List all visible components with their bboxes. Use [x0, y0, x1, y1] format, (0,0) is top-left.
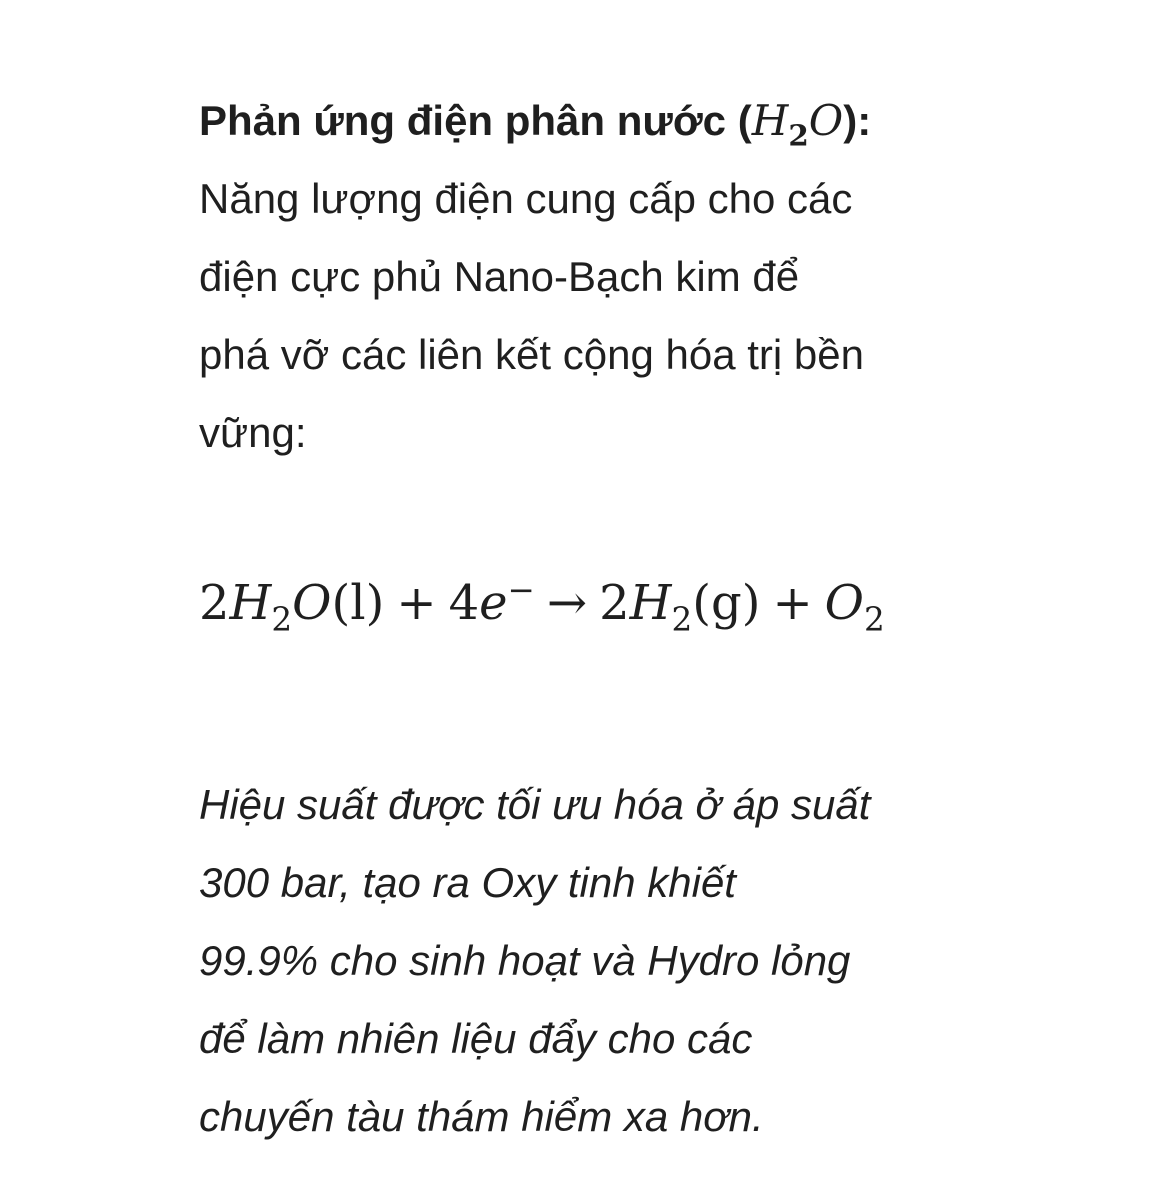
intro-line: phá vỡ các liên kết cộng hóa trị bền: [199, 331, 864, 378]
intro-line: Năng lượng điện cung cấp cho các: [199, 175, 853, 222]
plus-sign: +: [396, 575, 437, 631]
intro-line: điện cực phủ Nano-Bạch kim để: [199, 253, 800, 300]
rhs-state: (g): [692, 575, 761, 631]
note-line: để làm nhiên liệu đẩy cho các: [199, 1015, 753, 1062]
electrolysis-equation: [199, 568, 999, 638]
lhs-hydrogen-subscript: 2: [271, 600, 293, 639]
electron-symbol: e: [479, 575, 508, 631]
lhs-coefficient: 2: [199, 575, 230, 631]
heading-formula-H: H: [751, 96, 789, 145]
note-line: chuyến tàu thám hiểm xa hơn.: [199, 1093, 764, 1140]
heading-suffix: ):: [843, 97, 872, 144]
section-heading: [199, 96, 872, 153]
electron-coefficient: 4: [448, 575, 480, 631]
efficiency-note: [199, 766, 999, 1156]
lhs-state: (l): [331, 575, 385, 631]
note-line: Hiệu suất được tối ưu hóa ở áp suất: [199, 781, 871, 828]
intro-paragraph: [199, 82, 999, 472]
rhs-oxygen-subscript: 2: [864, 600, 885, 639]
rhs-oxygen: O: [824, 575, 865, 631]
rhs-coefficient: 2: [599, 575, 630, 631]
lhs-hydrogen: H: [229, 575, 272, 631]
heading-formula-O: O: [808, 96, 844, 145]
heading-formula-subscript: 2: [788, 117, 809, 153]
plus-sign: +: [772, 575, 813, 631]
note-line: 300 bar, tạo ra Oxy tinh khiết: [199, 859, 736, 906]
note-line: 99.9% cho sinh hoạt và Hydro lỏng: [199, 937, 851, 984]
heading-text: Phản ứng điện phân nước (: [199, 97, 752, 144]
lhs-oxygen: O: [292, 575, 332, 631]
rhs-hydrogen-subscript: 2: [671, 600, 693, 639]
reaction-arrow: →: [546, 575, 588, 631]
electron-charge: −: [507, 571, 535, 610]
rhs-hydrogen: H: [629, 575, 672, 631]
intro-line: vững:: [199, 409, 307, 456]
